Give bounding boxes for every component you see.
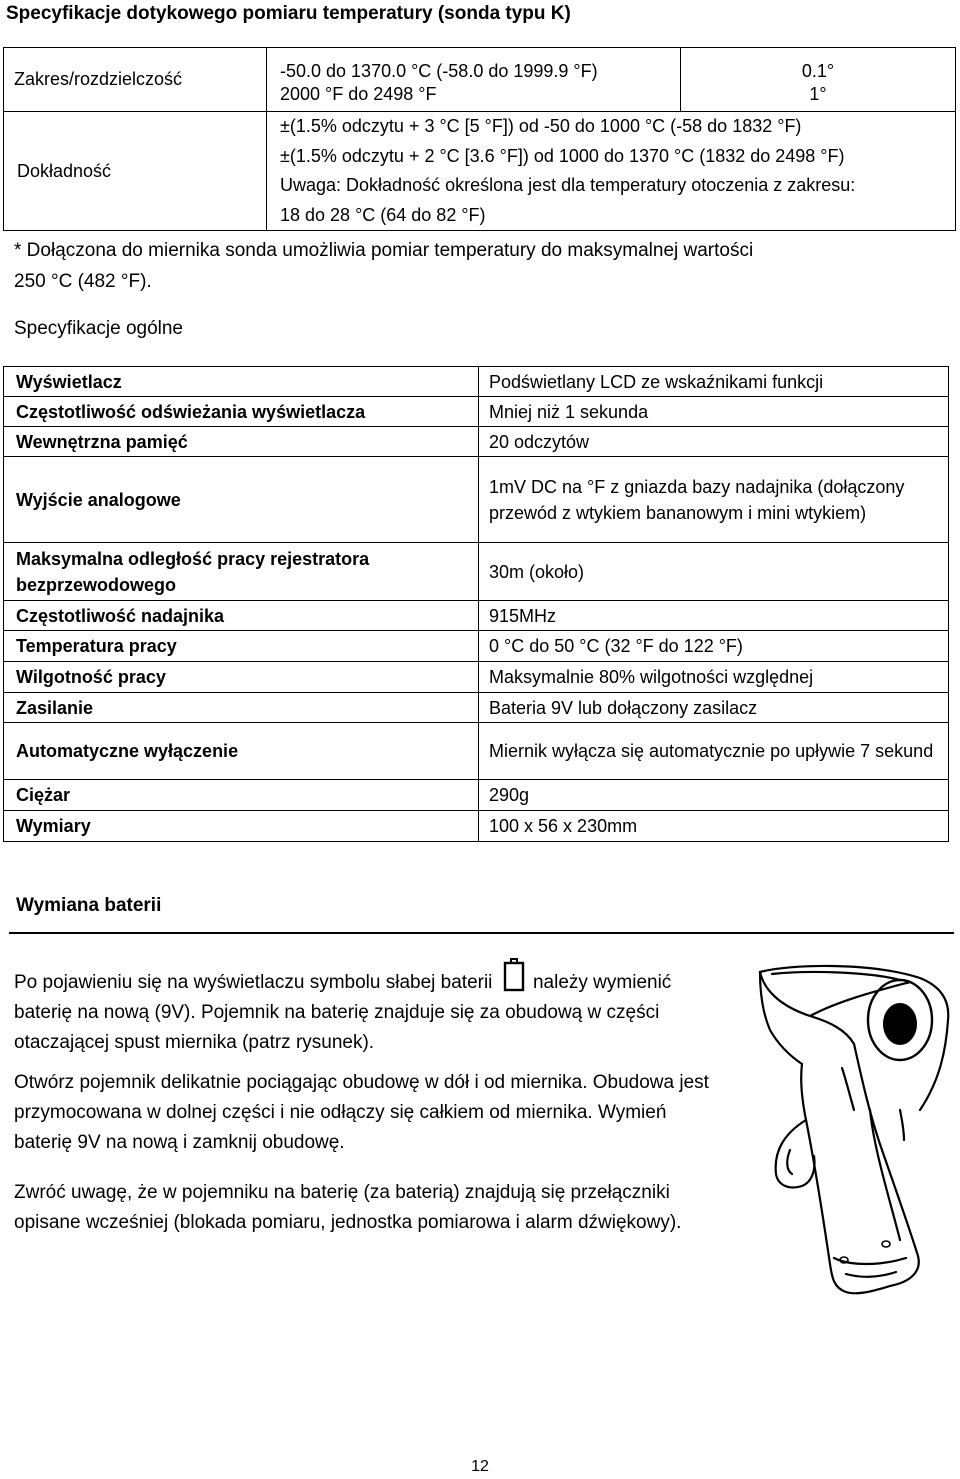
spec-value: 20 odczytów bbox=[479, 427, 949, 457]
table-row bbox=[4, 543, 949, 601]
table-row bbox=[4, 631, 949, 662]
accuracy-line-2: ±(1.5% odczytu + 2 °C [3.6 °F]) od 1000 do 1370 °C (1832 do 2498 °F) bbox=[280, 145, 845, 166]
spec-label: Wyjście analogowe bbox=[4, 457, 479, 543]
resolution-cell-1: 0.1° bbox=[681, 48, 956, 82]
table-row bbox=[4, 601, 949, 631]
spec-label: Częstotliwość odświeżania wyświetlacza bbox=[4, 397, 479, 427]
probe-note-line-1: * Dołączona do miernika sonda umożliwia pomiar temperatury do maksymalnej wartości bbox=[14, 240, 754, 261]
spec-value: 1mV DC na °F z gniazda bazy nadajnika (dołączony przewód z wtykiem bananowym i mini wtykiem) bbox=[479, 457, 949, 543]
spec-value: 100 x 56 x 230mm bbox=[479, 811, 949, 842]
general-spec-table bbox=[3, 366, 949, 842]
spec-value: 915MHz bbox=[479, 601, 949, 631]
spec-value: 30m (około) bbox=[479, 543, 949, 601]
spec-label: Wyświetlacz bbox=[4, 367, 479, 397]
table-row bbox=[4, 367, 949, 397]
probe-note bbox=[14, 235, 753, 297]
range-label: Zakres/rozdzielczość bbox=[4, 48, 267, 112]
resolution-cell-2: 1° bbox=[681, 82, 956, 112]
spec-value: Podświetlany LCD ze wskaźnikami funkcji bbox=[479, 367, 949, 397]
accuracy-line-4: 18 do 28 °C (64 do 82 °F) bbox=[280, 204, 486, 225]
table-row bbox=[4, 397, 949, 427]
spec-label: Automatyczne wyłączenie bbox=[4, 723, 479, 780]
battery-p1-after: należy bbox=[532, 972, 588, 993]
spec-label: Wymiary bbox=[4, 811, 479, 842]
spec-value: 290g bbox=[479, 780, 949, 811]
spec-value: 0 °C do 50 °C (32 °F do 122 °F) bbox=[479, 631, 949, 662]
spec-value: Mniej niż 1 sekunda bbox=[479, 397, 949, 427]
accuracy-label: Dokładność bbox=[4, 112, 267, 231]
battery-p1-rest: wymienić baterię na nową (9V). Pojemnik na baterię znajduje się za obudową w części otaczającej spust miernika (patrz rysunek). bbox=[14, 972, 672, 1053]
accuracy-line-3: Uwaga: Dokładność określona jest dla temperatury otoczenia z zakresu: bbox=[280, 175, 856, 195]
accuracy-cell bbox=[267, 112, 956, 231]
thermometer-illustration bbox=[750, 960, 960, 1305]
table-row bbox=[4, 780, 949, 811]
table-row bbox=[4, 457, 949, 543]
table-row bbox=[4, 811, 949, 842]
table-row bbox=[4, 662, 949, 693]
section-title-probe-specs: Specyfikacje dotykowego pomiaru temperatury (sonda typu K) bbox=[6, 3, 571, 24]
spec-label: Wewnętrzna pamięć bbox=[4, 427, 479, 457]
table-row bbox=[4, 427, 949, 457]
table-row bbox=[4, 693, 949, 723]
low-battery-icon bbox=[502, 958, 526, 992]
battery-paragraph-1 bbox=[14, 958, 734, 1058]
battery-p1-start: Po pojawieniu się na wyświetlaczu symbolu słabej baterii bbox=[14, 972, 493, 993]
table-row bbox=[4, 723, 949, 780]
spec-label: Temperatura pracy bbox=[4, 631, 479, 662]
spec-label: Ciężar bbox=[4, 780, 479, 811]
spec-label: Maksymalna odległość pracy rejestratora bezprzewodowego bbox=[4, 543, 479, 601]
section-divider bbox=[9, 932, 954, 934]
page-number: 12 bbox=[471, 1458, 489, 1475]
probe-spec-table bbox=[3, 47, 956, 231]
battery-paragraph-3: Zwróć uwagę, że w pojemniku na baterię (za baterią) znajdują się przełączniki opisane wcześniej (blokada pomiaru, jednostka pomiarowa i alarm dźwiękowy). bbox=[14, 1182, 682, 1233]
section-title-battery: Wymiana baterii bbox=[16, 895, 162, 916]
range-cell-2: 2000 °F do 2498 °F bbox=[267, 82, 681, 112]
spec-value: Bateria 9V lub dołączony zasilacz bbox=[479, 693, 949, 723]
range-cell-1: -50.0 do 1370.0 °C (-58.0 do 1999.9 °F) bbox=[267, 48, 681, 82]
spec-value: Maksymalnie 80% wilgotności względnej bbox=[479, 662, 949, 693]
section-title-general-specs: Specyfikacje ogólne bbox=[14, 318, 183, 339]
battery-paragraph-2: Otwórz pojemnik delikatnie pociągając obudowę w dół i od miernika. Obudowa jest przymocowana w dolnej części i nie odłączy się całkiem od miernika. Wymień baterię 9V na nową i zamknij obudowę. bbox=[14, 1072, 709, 1153]
spec-label: Częstotliwość nadajnika bbox=[4, 601, 479, 631]
accuracy-line-1: ±(1.5% odczytu + 3 °C [5 °F]) od -50 do 1000 °C (-58 do 1832 °F) bbox=[280, 116, 802, 136]
probe-note-line-2: 250 °C (482 °F). bbox=[14, 271, 152, 292]
spec-value: Miernik wyłącza się automatycznie po upływie 7 sekund bbox=[479, 723, 949, 780]
spec-label: Zasilanie bbox=[4, 693, 479, 723]
spec-label: Wilgotność pracy bbox=[4, 662, 479, 693]
